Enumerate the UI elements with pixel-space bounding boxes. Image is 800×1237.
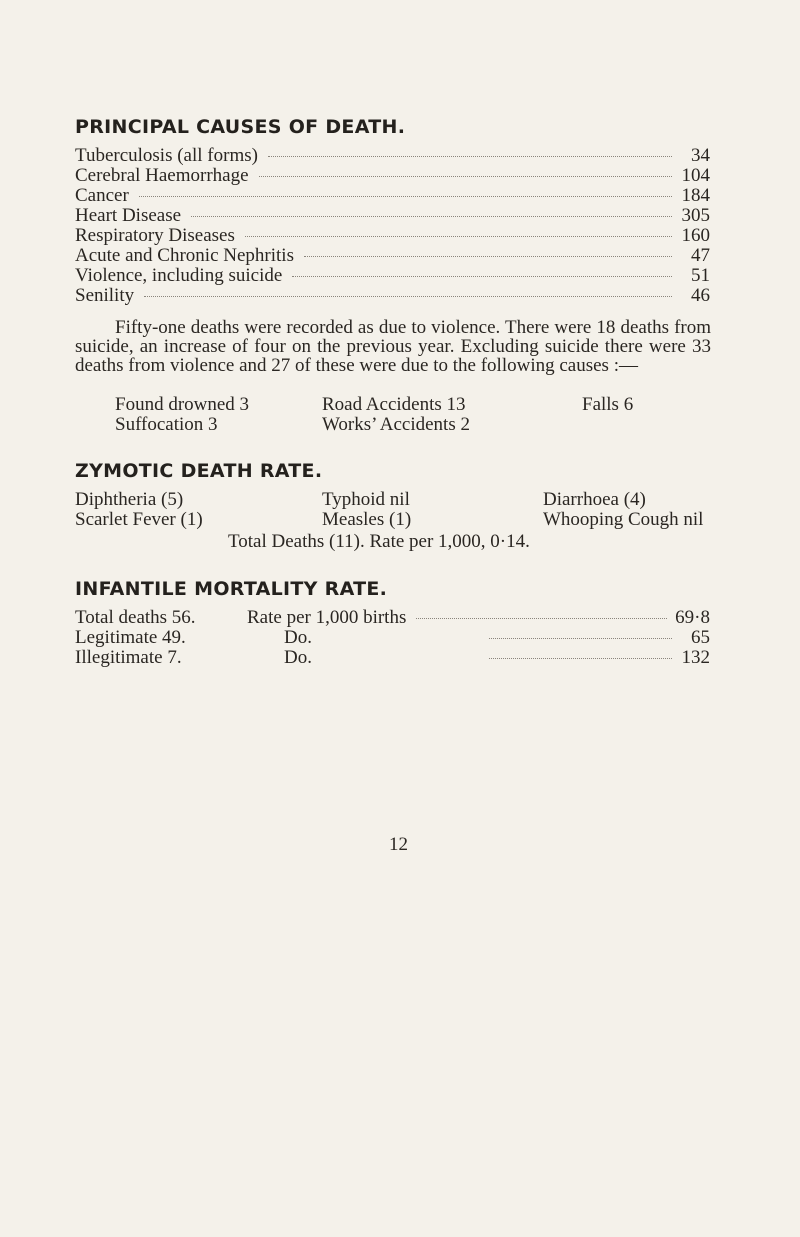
found-drowned: Found drowned 3	[115, 394, 250, 415]
whooping-cough: Whooping Cough nil	[543, 509, 704, 530]
principal-causes-heading: PRINCIPAL CAUSES OF DEATH.	[75, 116, 406, 138]
dot-leader	[304, 256, 672, 257]
infantile-value: 132	[681, 647, 710, 668]
dot-leader	[489, 658, 672, 659]
zymotic-total: Total Deaths (11). Rate per 1,000, 0·14.	[228, 531, 530, 552]
diarrhoea: Diarrhoea (4)	[543, 489, 646, 510]
cause-row	[75, 286, 710, 306]
dot-leader	[416, 618, 667, 619]
cause-label: Cancer	[75, 185, 129, 206]
infantile-label: Total deaths 56.	[75, 607, 196, 628]
cause-value: 104	[681, 165, 710, 186]
suffocation: Suffocation 3	[115, 414, 218, 435]
cause-label: Senility	[75, 285, 135, 306]
dot-leader	[245, 236, 672, 237]
infantile-row	[75, 648, 710, 668]
cause-label: Heart Disease	[75, 205, 182, 226]
cause-value: 46	[691, 285, 710, 306]
violence-text: Fifty-one deaths were recorded as due to violence. There were 18 deaths from suicide, an increase of four on the previous year. Excluding suicide there were 33 deaths from violence and 27 of these were due to the following causes :—	[75, 317, 711, 376]
zymotic-heading: ZYMOTIC DEATH RATE.	[75, 460, 323, 482]
falls: Falls 6	[582, 394, 634, 415]
cause-row	[75, 166, 710, 186]
cause-label: Cerebral Haemorrhage	[75, 165, 249, 186]
cause-row	[75, 246, 710, 266]
road-accidents: Road Accidents 13	[322, 394, 466, 415]
dot-leader	[191, 216, 672, 217]
infantile-rate: Do.	[284, 647, 312, 668]
cause-value: 305	[681, 205, 710, 226]
dot-leader	[489, 638, 672, 639]
dot-leader	[144, 296, 672, 297]
infantile-label: Illegitimate 7.	[75, 647, 182, 668]
infantile-heading: INFANTILE MORTALITY RATE.	[75, 578, 388, 600]
infantile-row	[75, 628, 710, 648]
typhoid: Typhoid nil	[322, 489, 410, 510]
cause-row	[75, 146, 710, 166]
dot-leader	[139, 196, 672, 197]
measles: Measles (1)	[322, 509, 412, 530]
cause-row	[75, 186, 710, 206]
cause-value: 51	[691, 265, 710, 286]
page-number: 12	[389, 834, 408, 855]
infantile-value: 69·8	[675, 607, 710, 628]
infantile-rate: Rate per 1,000 births	[247, 607, 407, 628]
cause-row	[75, 226, 710, 246]
infantile-row	[75, 608, 710, 628]
violence-paragraph	[75, 318, 711, 375]
cause-label: Acute and Chronic Nephritis	[75, 245, 294, 266]
cause-value: 47	[691, 245, 710, 266]
infantile-label: Legitimate 49.	[75, 627, 186, 648]
dot-leader	[292, 276, 672, 277]
cause-label: Respiratory Diseases	[75, 225, 235, 246]
infantile-rate: Do.	[284, 627, 312, 648]
cause-value: 160	[681, 225, 710, 246]
works-accidents: Works’ Accidents 2	[322, 414, 470, 435]
cause-value: 34	[691, 145, 710, 166]
dot-leader	[259, 176, 672, 177]
cause-label: Tuberculosis (all forms)	[75, 145, 258, 166]
diphtheria: Diphtheria (5)	[75, 489, 184, 510]
cause-value: 184	[681, 185, 710, 206]
cause-row	[75, 266, 710, 286]
infantile-value: 65	[691, 627, 710, 648]
cause-label: Violence, including suicide	[75, 265, 283, 286]
dot-leader	[268, 156, 672, 157]
cause-row	[75, 206, 710, 226]
scarlet-fever: Scarlet Fever (1)	[75, 509, 203, 530]
